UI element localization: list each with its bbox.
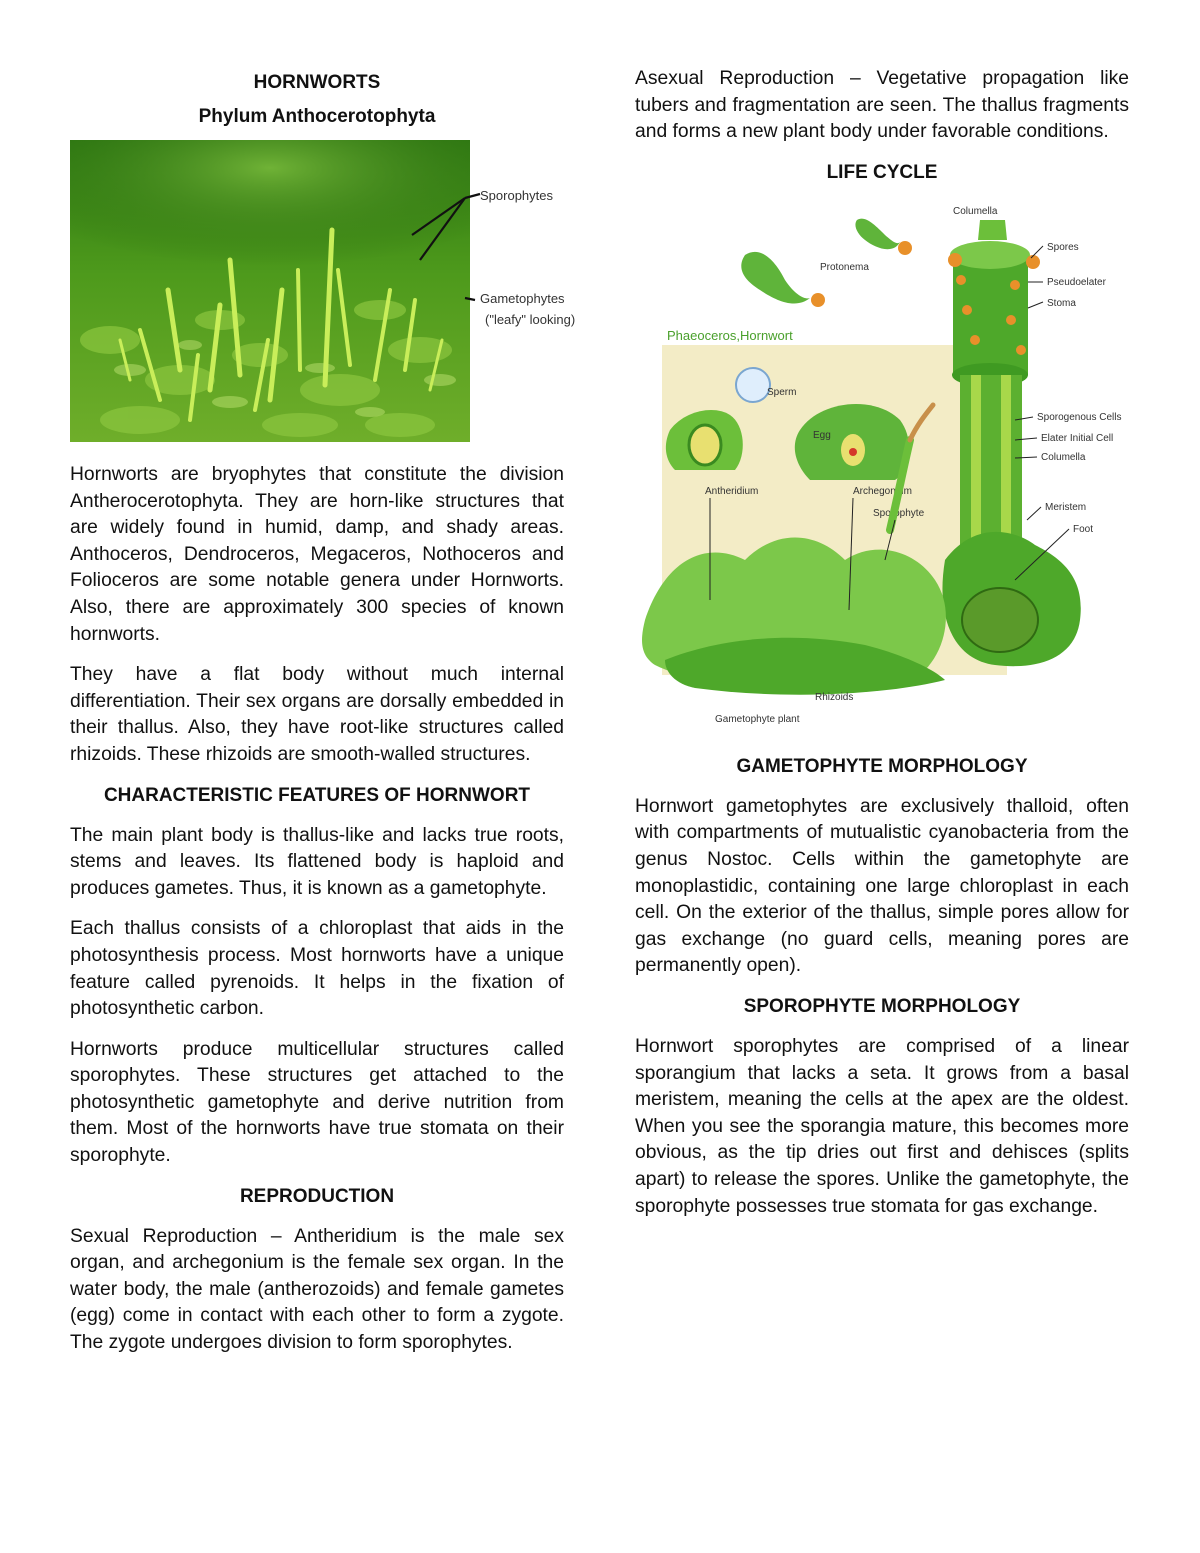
sporophyte-heading: SPOROPHYTE MORPHOLOGY (743, 995, 1021, 1017)
intro-paragraph-2: They have a flat body without much internal differentiation. Their sex organs are dorsally embedded in their thallus. Also, they have root-like structures called rhizoids. These rhizoids are smooth-walled structures. (70, 664, 564, 765)
sexual-reproduction-paragraph: Sexual Reproduction – Antheridium is the male sex organ, and archegonium is the female sex organ. In the water body, the male (antherozoids) and female gametes (egg) come in contact with each other to form a zygote. The zygote undergoes division to form sporophytes. (70, 1225, 564, 1354)
asexual-reproduction-paragraph: Asexual Reproduction – Vegetative propagation like tubers and fragmentation are seen. The thallus fragments and forms a new plant body under favorable conditions. (635, 68, 1129, 143)
right-column (635, 66, 1129, 1234)
label-columella-bottom: Columella (1041, 451, 1086, 463)
left-column (70, 66, 576, 1371)
label-archegonium: Archegonium (853, 485, 912, 497)
label-pseudoelater: Pseudoelater (1047, 276, 1106, 288)
label-gametophytes: Gametophytes (480, 291, 565, 306)
label-sperm: Sperm (767, 386, 797, 398)
label-sporogenous-cells: Sporogenous Cells (1037, 411, 1122, 423)
label-sporophytes: Sporophytes (480, 188, 553, 203)
life-cycle-heading: LIFE CYCLE (826, 161, 938, 183)
page-subtitle: Phylum Anthocerotophyta (198, 106, 436, 127)
page-title: HORNWORTS (253, 72, 381, 93)
features-paragraph-3: Hornworts produce multicellular structures called sporophytes. These structures get attached to the photosynthetic gametophyte and derive nutrition from them. Most of the hornworts have true stomata on their sporophyte. (70, 1038, 564, 1167)
features-heading: CHARACTERISTIC FEATURES OF HORNWORT (103, 784, 531, 806)
hornwort-photo (70, 140, 605, 442)
label-egg: Egg (813, 429, 831, 441)
label-stoma: Stoma (1047, 297, 1076, 309)
label-rhizoids: Rhizoids (815, 691, 854, 703)
life-cycle-illustration (635, 200, 1129, 730)
label-sporophyte: Sporophyte (873, 507, 925, 519)
features-paragraph-2: Each thallus consists of a chloroplast that aids in the photosynthesis process. Most hornworts have a unique feature called pyrenoids. It helps in the fixation of photosynthetic carbon. (70, 918, 564, 1020)
life-cycle-diagram (635, 200, 1129, 730)
features-paragraph-1: The main plant body is thallus-like and lacks true roots, stems and leaves. Its flattened body is haploid and produces gametes. Thus, it is known as a gametophyte. (70, 824, 564, 899)
reproduction-heading: REPRODUCTION (239, 1185, 395, 1207)
label-protonema: Protonema (820, 261, 869, 273)
sporophyte-paragraph: Hornwort sporophytes are comprised of a linear sporangium that lacks a seta. It grows from a basal meristem, meaning the cells at the apex are the oldest. When you see the sporangia mature, this becomes more obvious, as the tip dries out first and dehisces (splits apart) to release the spores. Unlike the gametophyte, the sporophyte possesses true stomata for gas exchange. (635, 1035, 1129, 1217)
label-foot: Foot (1073, 523, 1094, 535)
diagram-title: Phaeoceros,Hornwort (667, 327, 793, 343)
label-gametophyte-plant: Gametophyte plant (715, 713, 800, 725)
label-elater-initial-cell: Elater Initial Cell (1041, 432, 1114, 444)
gametophyte-heading: GAMETOPHYTE MORPHOLOGY (736, 755, 1028, 777)
hornwort-photo-figure (70, 140, 605, 442)
label-antheridium: Antheridium (705, 485, 759, 497)
label-columella-top: Columella (953, 205, 998, 217)
label-spores: Spores (1047, 241, 1079, 253)
intro-paragraph-1: Hornworts are bryophytes that constitute the division Antherocerotophyta. They are horn-like structures that are widely found in humid, damp, and shady areas. Anthoceros, Dendroceros, Megaceros, Nothoceros and Folioceros are some notable genera under Hornworts. Also, there are approximately 300 species of known hornworts. (70, 464, 564, 645)
label-meristem: Meristem (1045, 501, 1087, 513)
label-leafy-looking: ("leafy" looking) (485, 312, 576, 327)
gametophyte-paragraph: Hornwort gametophytes are exclusively thalloid, often with compartments of mutualistic cyanobacteria from the genus Nostoc. Cells within the gametophyte are monoplastidic, containing one large chloroplast in each cell. On the exterior of the thallus, simple pores allow for gas exchange (no guard cells, meaning pores are permanently open). (635, 795, 1129, 977)
